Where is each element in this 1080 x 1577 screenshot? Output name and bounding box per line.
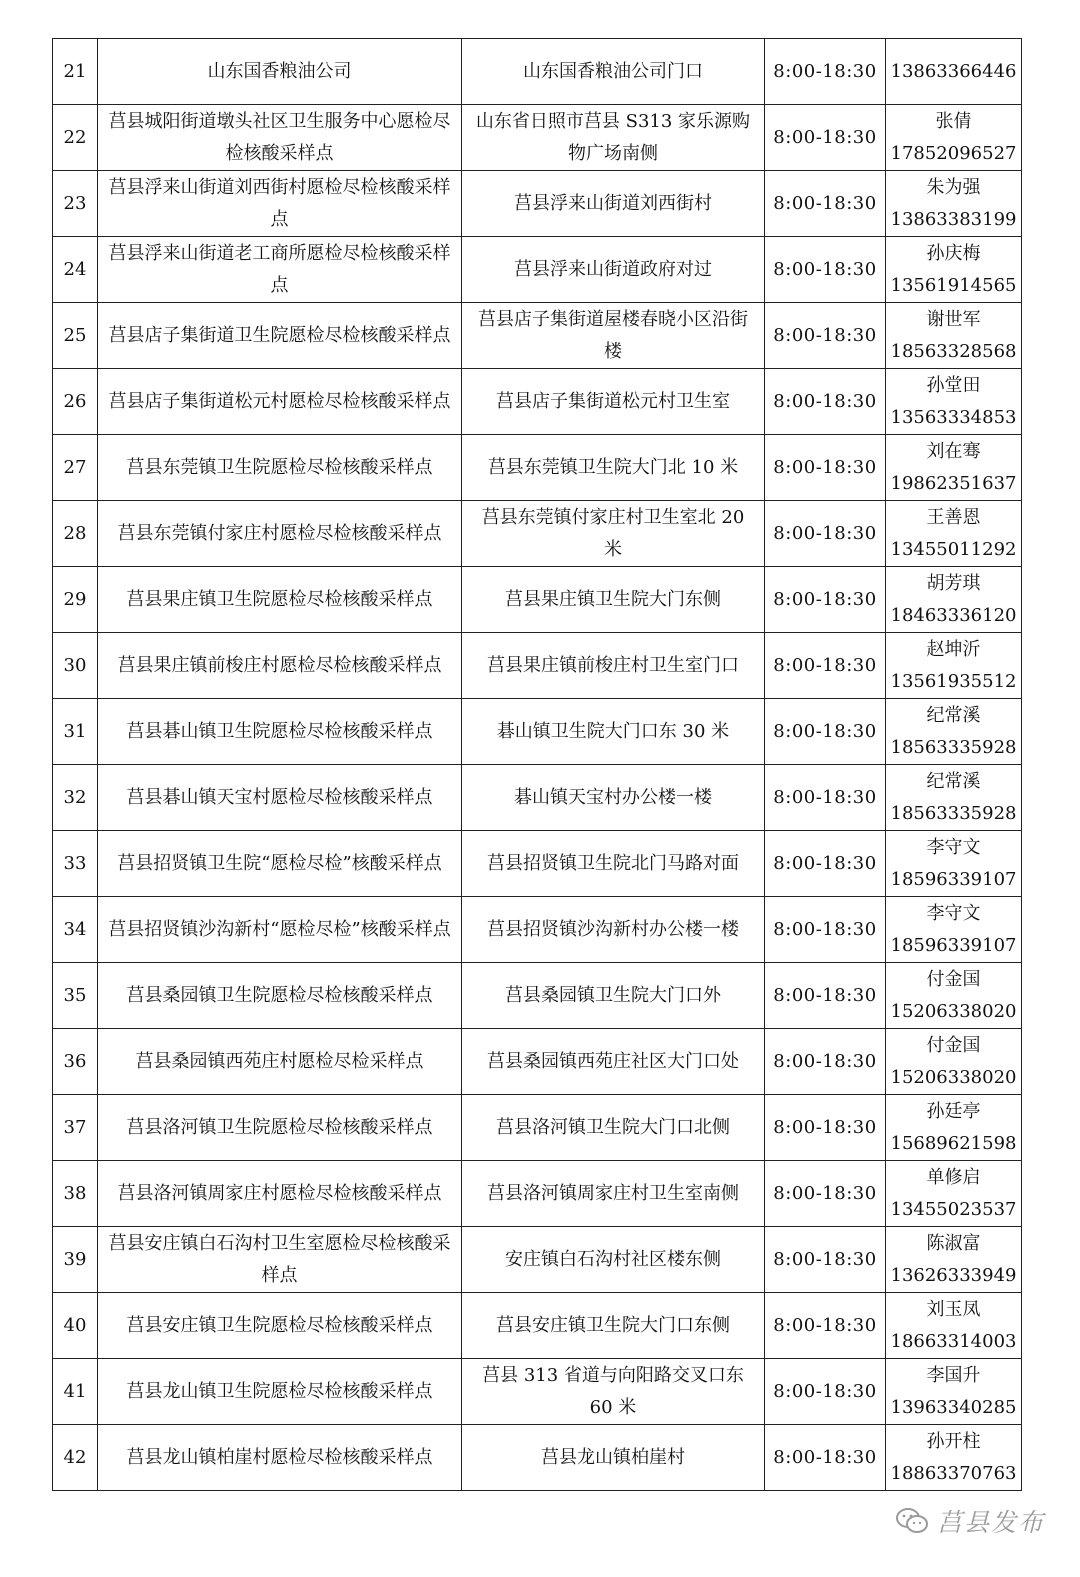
site-name: 莒县安庄镇白石沟村卫生室愿检尽检核酸采样点 <box>98 1227 462 1293</box>
contact-person: 李守文 <box>926 836 981 858</box>
row-number: 40 <box>53 1293 98 1359</box>
site-name: 山东国香粮油公司 <box>98 39 462 105</box>
contact-cell <box>886 1227 1022 1293</box>
opening-hours: 8:00-18:30 <box>765 1227 886 1293</box>
opening-hours: 8:00-18:30 <box>765 1029 886 1095</box>
table-row <box>53 963 1022 1029</box>
contact-phone: 15206338020 <box>890 1000 1017 1022</box>
contact-person: 陈淑富 <box>926 1232 981 1254</box>
table-row <box>53 633 1022 699</box>
site-name: 莒县碁山镇卫生院愿检尽检核酸采样点 <box>98 699 462 765</box>
site-address: 莒县果庄镇前梭庄村卫生室门口 <box>462 633 765 699</box>
site-name: 莒县果庄镇卫生院愿检尽检核酸采样点 <box>98 567 462 633</box>
contact-person: 孙庆梅 <box>926 242 981 264</box>
opening-hours: 8:00-18:30 <box>765 963 886 1029</box>
row-number: 38 <box>53 1161 98 1227</box>
watermark <box>895 1503 1045 1539</box>
contact-phone: 18663314003 <box>890 1330 1017 1352</box>
site-name: 莒县果庄镇前梭庄村愿检尽检核酸采样点 <box>98 633 462 699</box>
table-row <box>53 237 1022 303</box>
row-number: 34 <box>53 897 98 963</box>
contact-person: 李国升 <box>926 1364 981 1386</box>
site-address: 莒县浮来山街道刘西街村 <box>462 171 765 237</box>
site-address: 莒县龙山镇柏崖村 <box>462 1425 765 1491</box>
site-address: 莒县果庄镇卫生院大门东侧 <box>462 567 765 633</box>
contact-cell <box>886 963 1022 1029</box>
row-number: 27 <box>53 435 98 501</box>
site-address: 莒县招贤镇卫生院北门马路对面 <box>462 831 765 897</box>
opening-hours: 8:00-18:30 <box>765 1095 886 1161</box>
contact-phone: 18563335928 <box>890 802 1017 824</box>
contact-cell <box>886 567 1022 633</box>
row-number: 32 <box>53 765 98 831</box>
opening-hours: 8:00-18:30 <box>765 1293 886 1359</box>
contact-person: 纪常溪 <box>926 770 981 792</box>
contact-person: 付金国 <box>926 1034 981 1056</box>
table-row <box>53 1293 1022 1359</box>
site-name: 莒县招贤镇沙沟新村“愿检尽检”核酸采样点 <box>98 897 462 963</box>
contact-person: 孙廷亭 <box>926 1100 981 1122</box>
contact-phone: 13561935512 <box>890 670 1017 692</box>
contact-phone: 13561914565 <box>890 274 1017 296</box>
table-row <box>53 567 1022 633</box>
contact-phone: 13863366446 <box>890 60 1017 82</box>
site-address: 安庄镇白石沟村社区楼东侧 <box>462 1227 765 1293</box>
row-number: 31 <box>53 699 98 765</box>
table-row <box>53 897 1022 963</box>
site-address: 山东国香粮油公司门口 <box>462 39 765 105</box>
contact-cell <box>886 237 1022 303</box>
opening-hours: 8:00-18:30 <box>765 1425 886 1491</box>
contact-person: 刘玉凤 <box>926 1298 981 1320</box>
contact-cell <box>886 897 1022 963</box>
contact-cell <box>886 633 1022 699</box>
opening-hours: 8:00-18:30 <box>765 435 886 501</box>
table-row <box>53 1029 1022 1095</box>
site-address: 山东省日照市莒县 S313 家乐源购物广场南侧 <box>462 105 765 171</box>
table-row <box>53 369 1022 435</box>
site-address: 莒县洛河镇卫生院大门口北侧 <box>462 1095 765 1161</box>
contact-person: 朱为强 <box>926 176 981 198</box>
contact-phone: 18463336120 <box>890 604 1017 626</box>
row-number: 42 <box>53 1425 98 1491</box>
contact-cell <box>886 105 1022 171</box>
opening-hours: 8:00-18:30 <box>765 831 886 897</box>
site-name: 莒县碁山镇天宝村愿检尽检核酸采样点 <box>98 765 462 831</box>
opening-hours: 8:00-18:30 <box>765 1359 886 1425</box>
opening-hours: 8:00-18:30 <box>765 171 886 237</box>
contact-person: 谢世军 <box>926 308 981 330</box>
sampling-points-table <box>52 38 1022 1491</box>
opening-hours: 8:00-18:30 <box>765 633 886 699</box>
contact-phone: 17852096527 <box>890 142 1017 164</box>
row-number: 24 <box>53 237 98 303</box>
opening-hours: 8:00-18:30 <box>765 765 886 831</box>
site-name: 莒县东莞镇卫生院愿检尽检核酸采样点 <box>98 435 462 501</box>
contact-phone: 15689621598 <box>890 1132 1017 1154</box>
row-number: 28 <box>53 501 98 567</box>
contact-cell <box>886 1161 1022 1227</box>
row-number: 41 <box>53 1359 98 1425</box>
contact-cell <box>886 1425 1022 1491</box>
site-name: 莒县招贤镇卫生院“愿检尽检”核酸采样点 <box>98 831 462 897</box>
opening-hours: 8:00-18:30 <box>765 369 886 435</box>
contact-phone: 18563335928 <box>890 736 1017 758</box>
contact-phone: 13455023537 <box>890 1198 1017 1220</box>
site-name: 莒县龙山镇柏崖村愿检尽检核酸采样点 <box>98 1425 462 1491</box>
row-number: 23 <box>53 171 98 237</box>
site-name: 莒县桑园镇西苑庄村愿检尽检采样点 <box>98 1029 462 1095</box>
site-address: 莒县浮来山街道政府对过 <box>462 237 765 303</box>
table-row <box>53 1161 1022 1227</box>
site-address: 碁山镇卫生院大门口东 30 米 <box>462 699 765 765</box>
site-name: 莒县龙山镇卫生院愿检尽检核酸采样点 <box>98 1359 462 1425</box>
contact-phone: 18596339107 <box>890 934 1017 956</box>
site-address: 莒县桑园镇西苑庄社区大门口处 <box>462 1029 765 1095</box>
site-name: 莒县浮来山街道老工商所愿检尽检核酸采样点 <box>98 237 462 303</box>
contact-person: 孙堂田 <box>926 374 981 396</box>
contact-cell <box>886 39 1022 105</box>
site-address: 碁山镇天宝村办公楼一楼 <box>462 765 765 831</box>
contact-cell <box>886 435 1022 501</box>
table-row <box>53 699 1022 765</box>
contact-phone: 18863370763 <box>890 1462 1017 1484</box>
site-name: 莒县浮来山街道刘西街村愿检尽检核酸采样点 <box>98 171 462 237</box>
contact-person: 刘在骞 <box>926 440 981 462</box>
wechat-icon <box>895 1507 929 1535</box>
row-number: 22 <box>53 105 98 171</box>
site-address: 莒县洛河镇周家庄村卫生室南侧 <box>462 1161 765 1227</box>
row-number: 39 <box>53 1227 98 1293</box>
contact-person: 孙开柱 <box>926 1430 981 1452</box>
contact-person: 胡芳琪 <box>926 572 981 594</box>
table-row <box>53 765 1022 831</box>
table-row <box>53 171 1022 237</box>
table-row <box>53 39 1022 105</box>
opening-hours: 8:00-18:30 <box>765 105 886 171</box>
contact-person: 付金国 <box>926 968 981 990</box>
contact-cell <box>886 171 1022 237</box>
row-number: 29 <box>53 567 98 633</box>
table-body <box>53 39 1022 1491</box>
contact-cell <box>886 303 1022 369</box>
contact-cell <box>886 699 1022 765</box>
contact-cell <box>886 831 1022 897</box>
contact-phone: 18563328568 <box>890 340 1017 362</box>
contact-person: 李守文 <box>926 902 981 924</box>
table-row <box>53 501 1022 567</box>
opening-hours: 8:00-18:30 <box>765 567 886 633</box>
row-number: 36 <box>53 1029 98 1095</box>
contact-phone: 13863383199 <box>890 208 1017 230</box>
site-address: 莒县 313 省道与向阳路交叉口东 60 米 <box>462 1359 765 1425</box>
opening-hours: 8:00-18:30 <box>765 699 886 765</box>
opening-hours: 8:00-18:30 <box>765 237 886 303</box>
contact-cell <box>886 765 1022 831</box>
site-name: 莒县店子集街道松元村愿检尽检核酸采样点 <box>98 369 462 435</box>
row-number: 26 <box>53 369 98 435</box>
site-name: 莒县桑园镇卫生院愿检尽检核酸采样点 <box>98 963 462 1029</box>
row-number: 25 <box>53 303 98 369</box>
contact-person: 王善恩 <box>926 506 981 528</box>
row-number: 33 <box>53 831 98 897</box>
table-row <box>53 1425 1022 1491</box>
row-number: 30 <box>53 633 98 699</box>
site-address: 莒县店子集街道松元村卫生室 <box>462 369 765 435</box>
site-address: 莒县东莞镇卫生院大门北 10 米 <box>462 435 765 501</box>
table-row <box>53 303 1022 369</box>
site-name: 莒县洛河镇卫生院愿检尽检核酸采样点 <box>98 1095 462 1161</box>
site-address: 莒县安庄镇卫生院大门口东侧 <box>462 1293 765 1359</box>
row-number: 21 <box>53 39 98 105</box>
site-name: 莒县安庄镇卫生院愿检尽检核酸采样点 <box>98 1293 462 1359</box>
contact-phone: 13563334853 <box>890 406 1017 428</box>
contact-person: 赵坤沂 <box>926 638 981 660</box>
site-address: 莒县桑园镇卫生院大门口外 <box>462 963 765 1029</box>
site-address: 莒县东莞镇付家庄村卫生室北 20 米 <box>462 501 765 567</box>
site-name: 莒县店子集街道卫生院愿检尽检核酸采样点 <box>98 303 462 369</box>
table-row <box>53 1227 1022 1293</box>
contact-cell <box>886 1029 1022 1095</box>
site-name: 莒县洛河镇周家庄村愿检尽检核酸采样点 <box>98 1161 462 1227</box>
site-name: 莒县城阳街道墩头社区卫生服务中心愿检尽检核酸采样点 <box>98 105 462 171</box>
contact-cell <box>886 1293 1022 1359</box>
table-row <box>53 1095 1022 1161</box>
table-row <box>53 1359 1022 1425</box>
contact-person: 单修启 <box>926 1166 981 1188</box>
contact-cell <box>886 501 1022 567</box>
row-number: 35 <box>53 963 98 1029</box>
opening-hours: 8:00-18:30 <box>765 303 886 369</box>
contact-phone: 18596339107 <box>890 868 1017 890</box>
site-address: 莒县店子集街道屋楼春晓小区沿街楼 <box>462 303 765 369</box>
site-address: 莒县招贤镇沙沟新村办公楼一楼 <box>462 897 765 963</box>
contact-phone: 13963340285 <box>890 1396 1017 1418</box>
contact-person: 张倩 <box>935 110 972 132</box>
opening-hours: 8:00-18:30 <box>765 1161 886 1227</box>
contact-phone: 13455011292 <box>890 538 1017 560</box>
contact-phone: 13626333949 <box>890 1264 1017 1286</box>
watermark-text: 莒县发布 <box>937 1508 1046 1537</box>
contact-phone: 15206338020 <box>890 1066 1017 1088</box>
row-number: 37 <box>53 1095 98 1161</box>
table-row <box>53 831 1022 897</box>
contact-cell <box>886 1359 1022 1425</box>
contact-cell <box>886 369 1022 435</box>
opening-hours: 8:00-18:30 <box>765 39 886 105</box>
contact-phone: 19862351637 <box>890 472 1017 494</box>
contact-cell <box>886 1095 1022 1161</box>
table-row <box>53 105 1022 171</box>
contact-person: 纪常溪 <box>926 704 981 726</box>
site-name: 莒县东莞镇付家庄村愿检尽检核酸采样点 <box>98 501 462 567</box>
opening-hours: 8:00-18:30 <box>765 897 886 963</box>
opening-hours: 8:00-18:30 <box>765 501 886 567</box>
table-row <box>53 435 1022 501</box>
